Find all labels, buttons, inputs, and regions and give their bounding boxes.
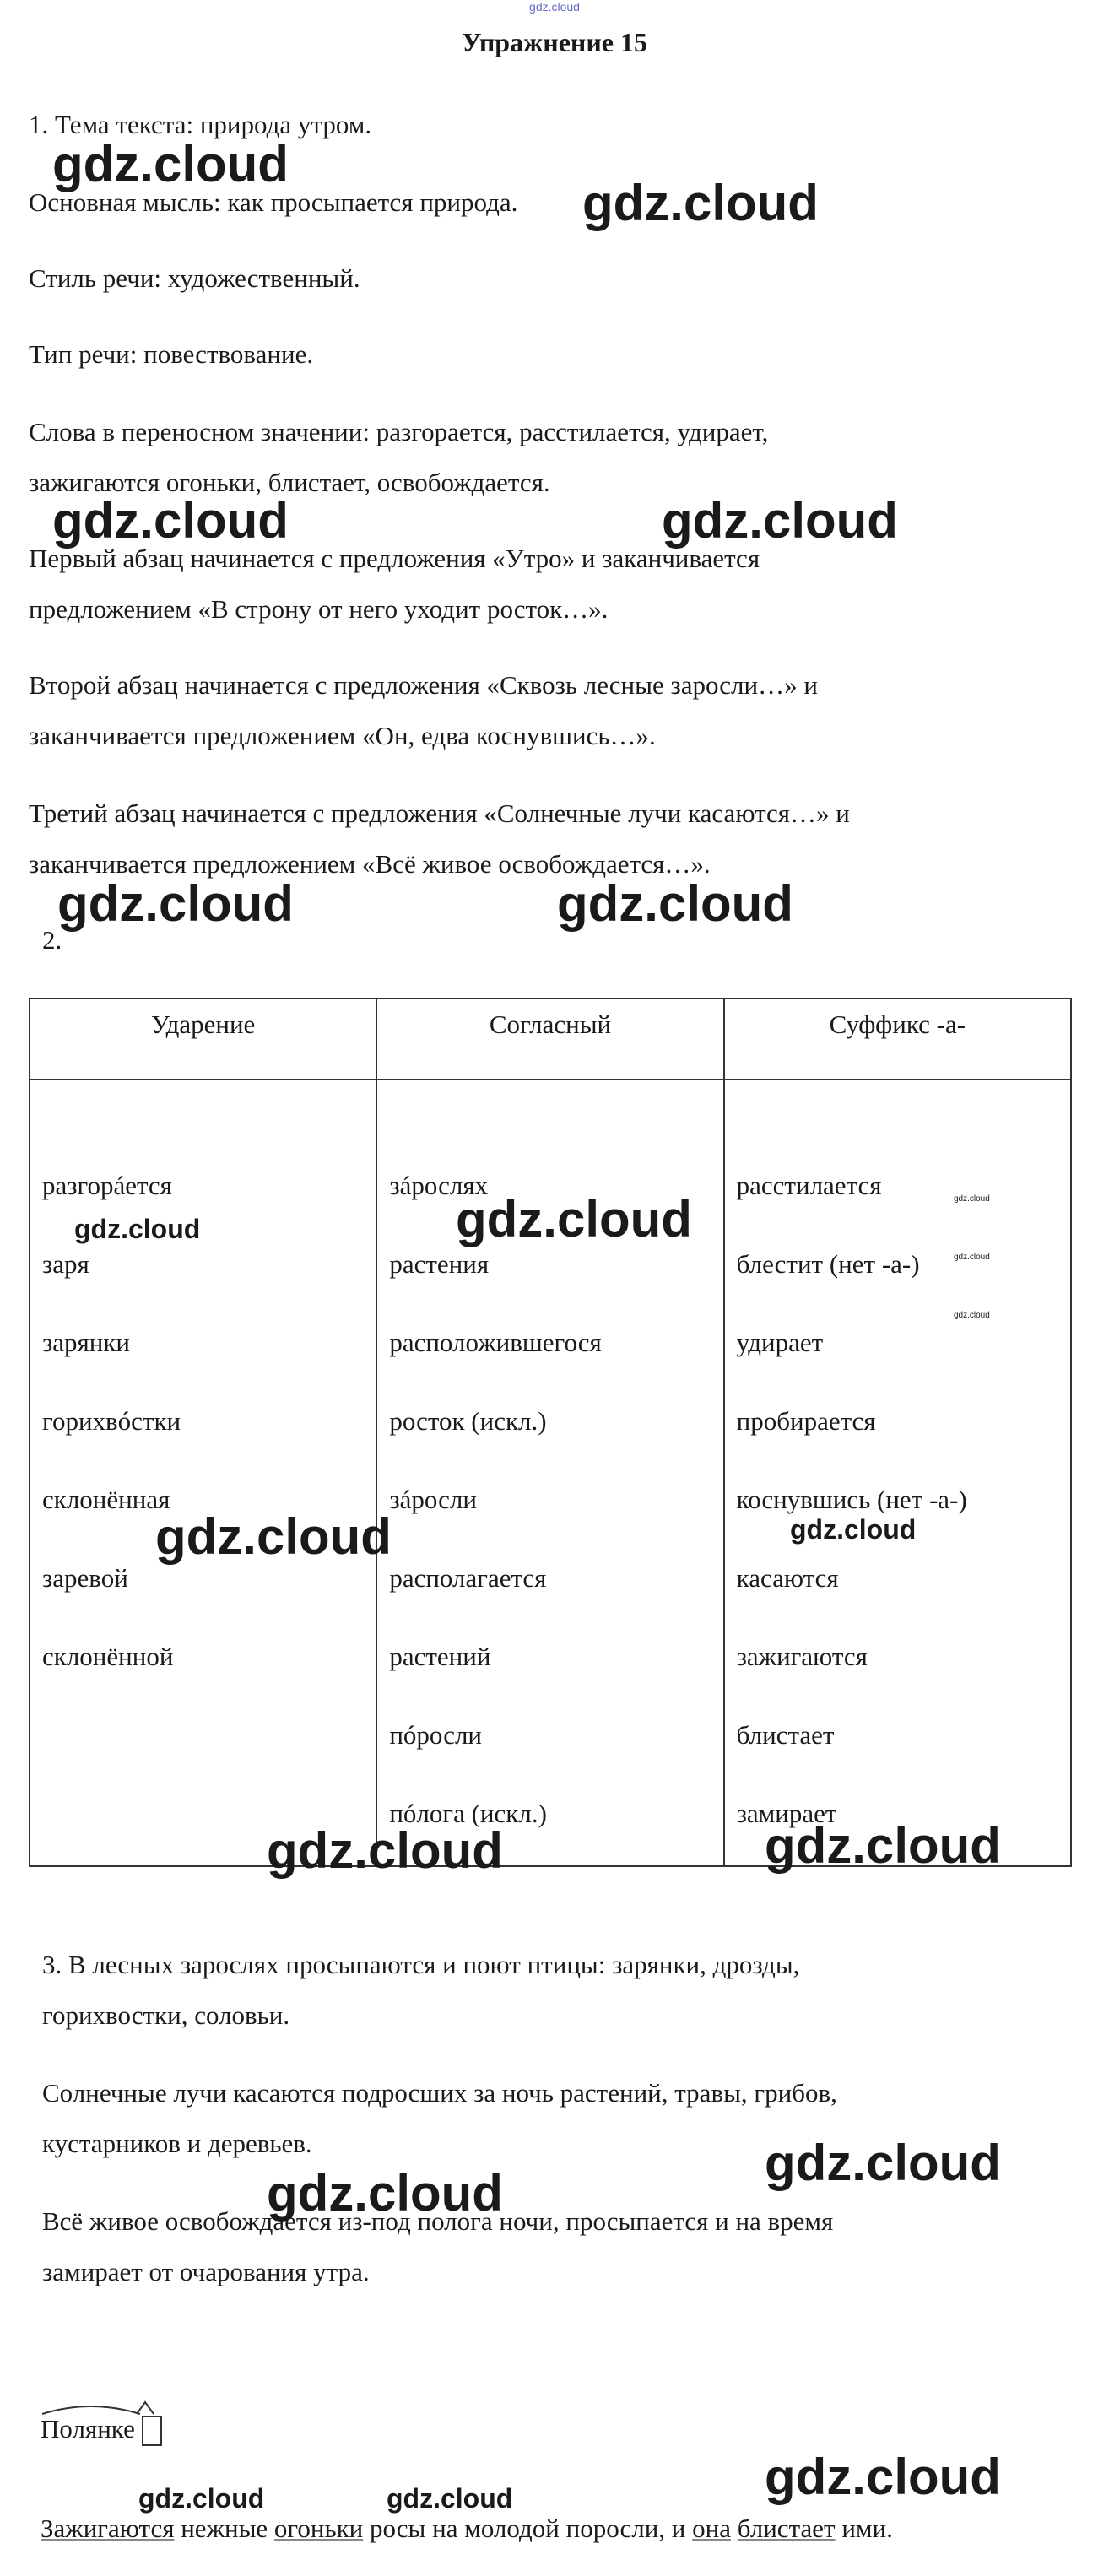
section3-line-2: горихвостки, соловьи. <box>42 2000 290 2030</box>
watermark: gdz.cloud <box>954 1194 990 1204</box>
watermark: gdz.cloud <box>582 175 819 231</box>
predicate-word: Зажигаются <box>41 2514 175 2543</box>
watermark: gdz.cloud <box>456 1191 692 1247</box>
watermark: gdz.cloud <box>765 1817 1001 1874</box>
watermark: gdz.cloud <box>954 1311 990 1320</box>
ending-box-icon <box>142 2416 162 2446</box>
paragraph2-line-1: Второй абзац начинается с предложения «Сквозь лесные заросли…» и <box>29 670 818 700</box>
topic-line: 1. Тема текста: природа утром. <box>29 110 372 139</box>
watermark: gdz.cloud <box>790 1514 917 1545</box>
type-line: Тип речи: повествование. <box>29 339 314 369</box>
page-title: Упражнение 15 <box>461 27 647 57</box>
list-item: разгорáется <box>42 1171 172 1200</box>
list-item: склонённой <box>42 1642 174 1671</box>
watermark: gdz.cloud <box>765 2135 1001 2191</box>
list-item: расстилается <box>736 1171 882 1200</box>
analysis-table <box>29 998 1072 1867</box>
section3-line-1: 3. В лесных зарослях просыпаются и поют птицы: зарянки, дрозды, <box>42 1950 800 1979</box>
watermark: gdz.cloud <box>138 2483 265 2514</box>
morpheme-word <box>41 2412 135 2446</box>
main-idea-line: Основная мысль: как просыпается природа. <box>29 187 518 217</box>
subject-word: огоньки <box>273 2514 364 2543</box>
watermark: gdz.cloud <box>387 2483 513 2514</box>
table-header-row <box>30 998 1071 1080</box>
header-consonant: Согласный <box>376 998 723 1080</box>
list-item: замирает <box>736 1799 837 1828</box>
list-item: пробирается <box>736 1406 876 1436</box>
list-item: блистает <box>736 1720 835 1750</box>
list-item: зáрослях <box>389 1171 489 1200</box>
sentence-part: ими. <box>835 2514 893 2543</box>
list-item: расположившегося <box>389 1328 602 1357</box>
list-item: располагается <box>389 1563 547 1593</box>
sentence-part <box>731 2514 738 2543</box>
style-line: Стиль речи: художественный. <box>29 263 360 293</box>
watermark: gdz.cloud <box>74 1214 201 1244</box>
watermark: gdz.cloud <box>662 492 898 549</box>
list-item: горихвóстки <box>42 1406 181 1436</box>
stress-column <box>30 1080 376 1866</box>
section3-line-3: Солнечные лучи касаются подросших за ночь растений, травы, грибов, <box>42 2078 837 2108</box>
list-item: растений <box>389 1642 491 1671</box>
watermark: gdz.cloud <box>765 2449 1001 2505</box>
list-item: пóлога (искл.) <box>389 1799 547 1828</box>
watermark: gdz.cloud <box>267 1822 503 1879</box>
list-item: блестит (нет -а-) <box>736 1249 920 1279</box>
list-item: заревой <box>42 1563 128 1593</box>
list-item: склонённая <box>42 1485 170 1514</box>
header-stress: Ударение <box>30 998 376 1080</box>
watermark: gdz.cloud <box>557 875 793 932</box>
paragraph3-line-1: Третий абзац начинается с предложения «Солнечные лучи касаются…» и <box>29 798 850 828</box>
list-item: заря <box>42 1249 89 1279</box>
paragraph1-line-1: Первый абзац начинается с предложения «Утро» и заканчивается <box>29 544 760 573</box>
figurative-line-2: зажигаются огоньки, блистает, освобождается. <box>29 468 550 497</box>
suffix-column <box>724 1080 1071 1866</box>
paragraph3-line-2: заканчивается предложением «Всё живое освобождается…». <box>29 849 711 879</box>
sentence-part: росы на молодой поросли, и <box>363 2514 693 2543</box>
morpheme-word-text: Полянке <box>41 2414 135 2443</box>
sentence-part: нежные <box>174 2514 274 2543</box>
section3-line-4: кустарников и деревьев. <box>42 2129 312 2158</box>
subject-word: она <box>692 2514 731 2543</box>
list-item: касаются <box>736 1563 839 1593</box>
watermark: gdz.cloud <box>52 492 289 549</box>
watermark: gdz.cloud <box>954 1253 990 1262</box>
predicate-word: блистает <box>737 2514 836 2543</box>
watermark: gdz.cloud <box>52 136 289 192</box>
list-item: пóросли <box>389 1720 483 1750</box>
paragraph1-line-2: предложением «В строну от него уходит росток…». <box>29 594 609 624</box>
top-watermark: gdz.cloud <box>529 0 580 14</box>
list-item: растения <box>389 1249 490 1279</box>
list-item: росток (искл.) <box>389 1406 547 1436</box>
watermark: gdz.cloud <box>155 1508 392 1565</box>
list-item: удирает <box>736 1328 824 1357</box>
watermark: gdz.cloud <box>57 875 294 932</box>
list-item: зарянки <box>42 1328 131 1357</box>
section3-line-5: Всё живое освобождается из-под полога ночи, просыпается и на время <box>42 2206 834 2236</box>
root-arc-icon <box>41 2399 167 2416</box>
watermark: gdz.cloud <box>267 2165 503 2222</box>
list-item: коснувшись (нет -а-) <box>736 1485 967 1514</box>
section2-label: 2. <box>42 925 62 955</box>
list-item: зáросли <box>389 1485 477 1514</box>
figurative-line-1: Слова в переносном значении: разгорается, расстилается, удирает, <box>29 417 769 446</box>
header-suffix: Суффикс -а- <box>724 998 1071 1080</box>
section3-line-6: замирает от очарования утра. <box>42 2257 370 2286</box>
paragraph2-line-2: заканчивается предложением «Он, едва коснувшись…». <box>29 721 656 750</box>
list-item: зажигаются <box>736 1642 868 1671</box>
